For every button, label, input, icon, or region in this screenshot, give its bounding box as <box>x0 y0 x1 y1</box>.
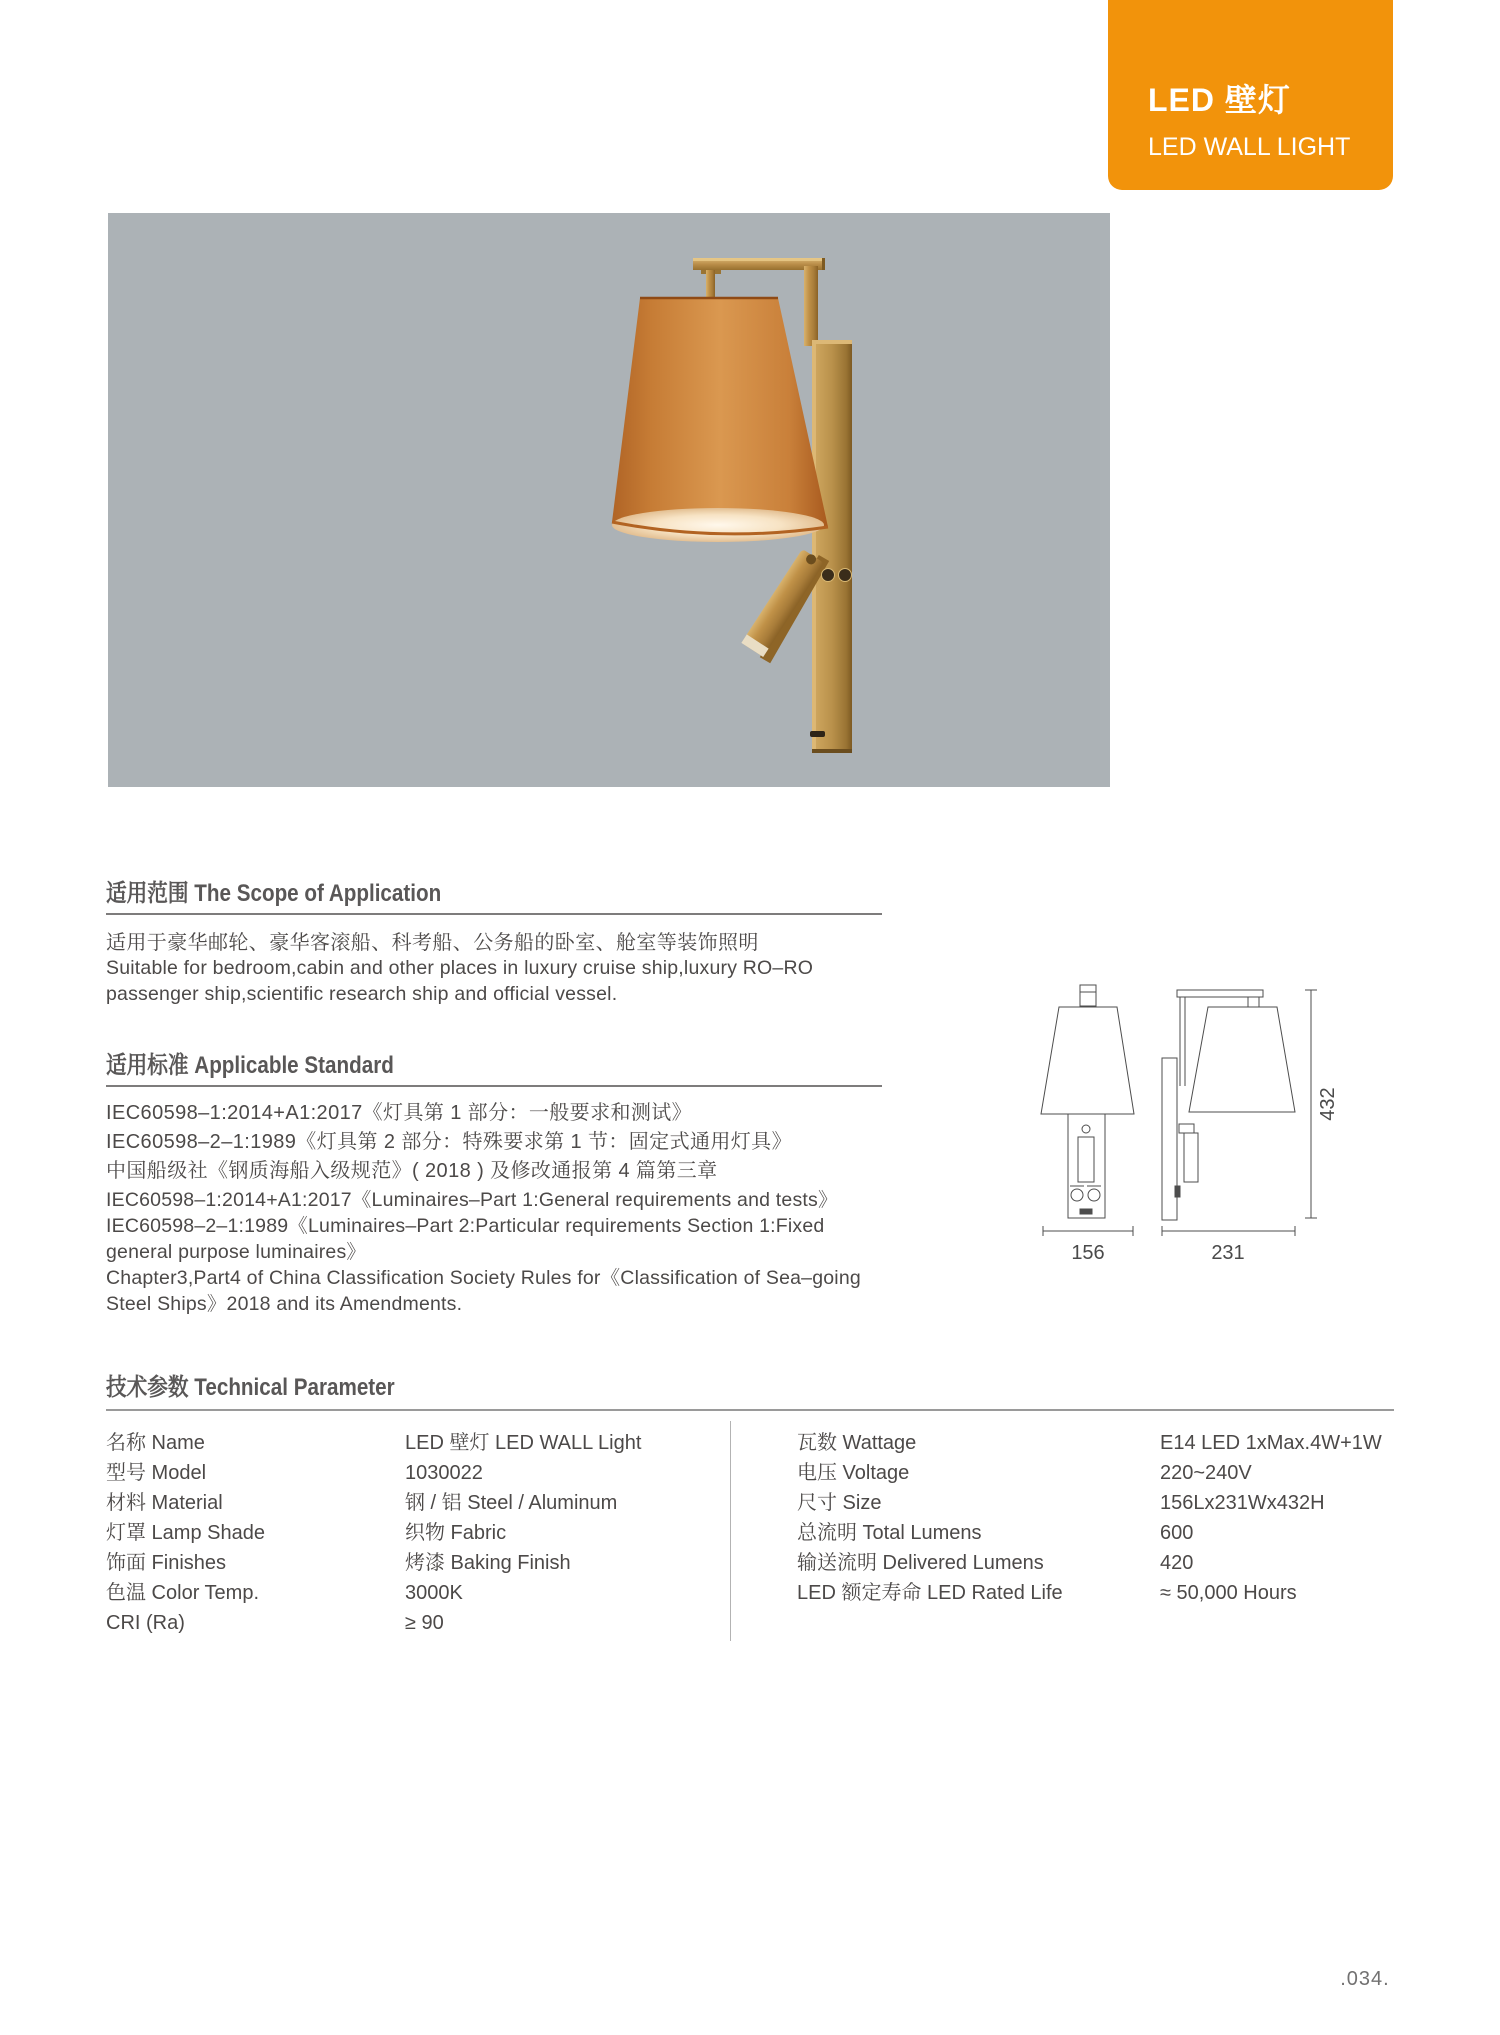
column-divider <box>730 1421 731 1641</box>
param-value: 156Lx231Wx432H <box>1160 1492 1325 1514</box>
scope-text-line: Suitable for bedroom,cabin and other places in luxury cruise ship,luxury RO–RO <box>106 957 814 979</box>
badge-title-en: LED WALL LIGHT <box>1148 133 1351 161</box>
param-label: 饰面 Finishes <box>106 1552 227 1574</box>
standard-text-cn <box>106 1099 792 1186</box>
side-width-dim-label: 231 <box>1211 1242 1245 1264</box>
usb-port <box>810 731 825 737</box>
param-value: 烤漆 Baking Finish <box>405 1552 571 1574</box>
standard-text-line: Chapter3,Part4 of China Classification Society Rules for《Classification of Sea–going <box>106 1267 861 1289</box>
height-dim-label: 432 <box>1317 1087 1339 1121</box>
param-label: 名称 Name <box>106 1432 205 1454</box>
param-value: 220~240V <box>1160 1462 1252 1484</box>
param-values-left <box>405 1428 641 1638</box>
param-label: 色温 Color Temp. <box>106 1582 260 1604</box>
standard-text-line: general purpose luminaires》 <box>106 1241 367 1263</box>
param-value: ≥ 90 <box>405 1612 444 1634</box>
param-label: 型号 Model <box>106 1462 207 1484</box>
param-value: 织物 Fabric <box>405 1522 507 1544</box>
height-dimension <box>1305 990 1317 1218</box>
parameters-underline <box>106 1409 1394 1411</box>
param-labels-left <box>106 1428 265 1638</box>
param-label: LED 额定寿命 LED Rated Life <box>797 1582 1063 1604</box>
front-view <box>1041 985 1134 1236</box>
scope-text-line: passenger ship,scientific research ship and official vessel. <box>106 983 618 1005</box>
standard-underline <box>106 1085 882 1087</box>
param-label: CRI (Ra) <box>106 1612 185 1634</box>
shade-inner-glow <box>612 508 824 542</box>
standard-text-en <box>106 1187 861 1317</box>
param-value: 1030022 <box>405 1462 483 1484</box>
front-width-dim-label: 156 <box>1071 1242 1105 1264</box>
param-value: 420 <box>1160 1552 1194 1574</box>
param-label: 电压 Voltage <box>797 1462 910 1484</box>
standard-text-line: IEC60598–1:2014+A1:2017《Luminaires–Part 1:General requirements and tests》 <box>106 1189 838 1211</box>
photo-background <box>108 213 1110 787</box>
badge-title-cn: LED 壁灯 <box>1148 82 1291 118</box>
scope-underline <box>106 913 882 915</box>
scope-text-en <box>106 955 813 1007</box>
wall-plate <box>812 340 852 753</box>
standard-text-line: IEC60598–2–1:1989《Luminaires–Part 2:Particular requirements Section 1:Fixed <box>106 1215 825 1237</box>
side-view <box>1162 990 1295 1236</box>
param-label: 总流明 Total Lumens <box>797 1522 982 1544</box>
param-label: 尺寸 Size <box>797 1492 882 1514</box>
param-value: LED 壁灯 LED WALL Light <box>405 1432 642 1454</box>
param-labels-right <box>797 1428 1063 1608</box>
param-label: 瓦数 Wattage <box>797 1432 917 1454</box>
param-label: 材料 Material <box>106 1492 223 1514</box>
param-value: 600 <box>1160 1522 1194 1544</box>
param-value: E14 LED 1xMax.4W+1W <box>1160 1432 1382 1454</box>
param-values-right <box>1160 1428 1382 1608</box>
param-value: 钢 / 铝 Steel / Aluminum <box>405 1492 618 1514</box>
page-number: .034. <box>1340 1968 1390 1990</box>
standard-text-line: Steel Ships》2018 and its Amendments. <box>106 1293 463 1315</box>
led-wall-light-badge <box>1108 0 1393 190</box>
param-label: 灯罩 Lamp Shade <box>106 1522 265 1544</box>
standard-text-line: IEC60598–2–1:1989《灯具第 2 部分：特殊要求第 1 节：固定式通用灯具》 <box>106 1131 792 1153</box>
standard-text-line: 中国船级社《钢质海船入级规范》( 2018 ) 及修改通报第 4 篇第三章 <box>106 1160 718 1182</box>
scope-heading: 适用范围 The Scope of Application <box>106 880 442 907</box>
standard-heading: 适用标准 Applicable Standard <box>106 1052 394 1079</box>
product-photo <box>108 213 1110 787</box>
param-label: 输送流明 Delivered Lumens <box>797 1552 1044 1574</box>
parameters-heading: 技术参数 Technical Parameter <box>106 1374 395 1401</box>
param-value: 3000K <box>405 1582 463 1604</box>
dimension-drawing <box>1000 960 1360 1270</box>
standard-text-line: IEC60598–1:2014+A1:2017《灯具第 1 部分：一般要求和测试》 <box>106 1102 693 1124</box>
scope-text-cn: 适用于豪华邮轮、豪华客滚船、科考船、公务船的卧室、舱室等装饰照明 <box>106 932 759 954</box>
param-value: ≈ 50,000 Hours <box>1160 1582 1297 1604</box>
